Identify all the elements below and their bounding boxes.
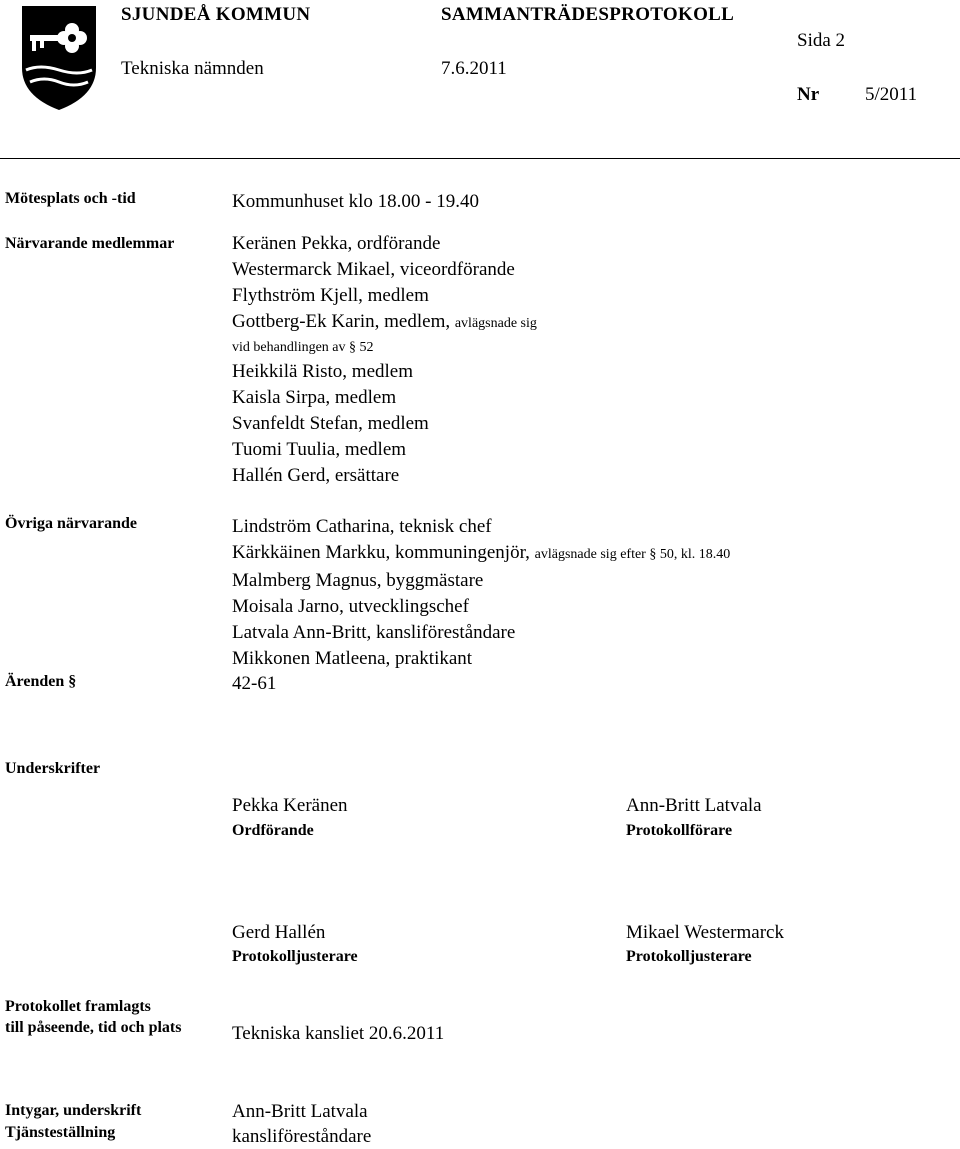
certificate-label-line-1: Intygar, underskrift [5,1102,142,1119]
other-attendees-label: Övriga närvarande [5,515,137,532]
page-number: Sida 2 [797,30,846,51]
other-attendees-list [232,514,730,672]
list-item: Keränen Pekka, ordförande [232,233,441,254]
signature-role-checker-1: Protokolljusterare [232,948,358,965]
member-note: avlägsnade sig [454,316,537,331]
nr-label: Nr [797,84,820,105]
certificate-name: Ann-Britt Latvala [232,1101,368,1122]
present-members-list [232,231,537,489]
signature-name-secretary: Ann-Britt Latvala [626,795,762,816]
public-display-label [5,996,181,1038]
list-item: Malmberg Magnus, byggmästare [232,570,484,591]
protocol-number: 5/2011 [865,84,918,105]
certificate-signer [232,1099,371,1149]
list-item: Kaisla Sirpa, medlem [232,387,397,408]
document-type: SAMMANTRÄDESPROTOKOLL [441,4,735,25]
municipal-coat-of-arms-key-icon [20,4,98,112]
present-members-label: Närvarande medlemmar [5,235,175,252]
public-display-value: Tekniska kansliet 20.6.2011 [232,1023,445,1044]
committee-name: Tekniska nämnden [121,58,264,79]
list-item [232,540,730,568]
list-item [232,309,537,337]
signature-name-chair: Pekka Keränen [232,795,348,816]
public-display-label-line-1: Protokollet framlagts [5,998,151,1015]
list-item: Westermarck Mikael, viceordförande [232,259,515,280]
certificate-label-line-2: Tjänsteställning [5,1124,116,1141]
municipality-name: SJUNDEÅ KOMMUN [121,4,311,25]
signature-role-chair: Ordförande [232,822,314,839]
matters-value: 42-61 [232,673,277,694]
list-item: Latvala Ann-Britt, kansliföreståndare [232,622,516,643]
list-item: Tuomi Tuulia, medlem [232,439,407,460]
place-time-value: Kommunhuset klo 18.00 - 19.40 [232,191,479,212]
signature-role-secretary: Protokollförare [626,822,733,839]
place-time-label: Mötesplats och -tid [5,190,136,207]
attendee-note: avlägsnade sig efter § 50, kl. 18.40 [534,547,731,562]
list-item: Lindström Catharina, teknisk chef [232,516,492,537]
member-note-continued: vid behandlingen av § 52 [232,340,374,355]
list-item: Hallén Gerd, ersättare [232,465,400,486]
matters-label: Ärenden § [5,673,77,690]
list-item: Moisala Jarno, utvecklingschef [232,596,469,617]
signature-role-checker-2: Protokolljusterare [626,948,752,965]
header-divider [0,158,960,159]
signature-name-checker-2: Mikael Westermarck [626,922,784,943]
list-item: Flythström Kjell, medlem [232,285,429,306]
meeting-date: 7.6.2011 [441,58,507,79]
list-item: Mikkonen Matleena, praktikant [232,648,473,669]
public-display-label-line-2: till påseende, tid och plats [5,1019,182,1036]
attendee-name: Kärkkäinen Markku, kommuningenjör, [232,542,530,563]
certificate-title: kansliföreståndare [232,1126,372,1147]
list-item: Heikkilä Risto, medlem [232,361,414,382]
certificate-label [5,1100,141,1144]
list-item: Svanfeldt Stefan, medlem [232,413,429,434]
signatures-label: Underskrifter [5,760,101,777]
signature-name-checker-1: Gerd Hallén [232,922,326,943]
member-name: Gottberg-Ek Karin, medlem, [232,311,451,332]
